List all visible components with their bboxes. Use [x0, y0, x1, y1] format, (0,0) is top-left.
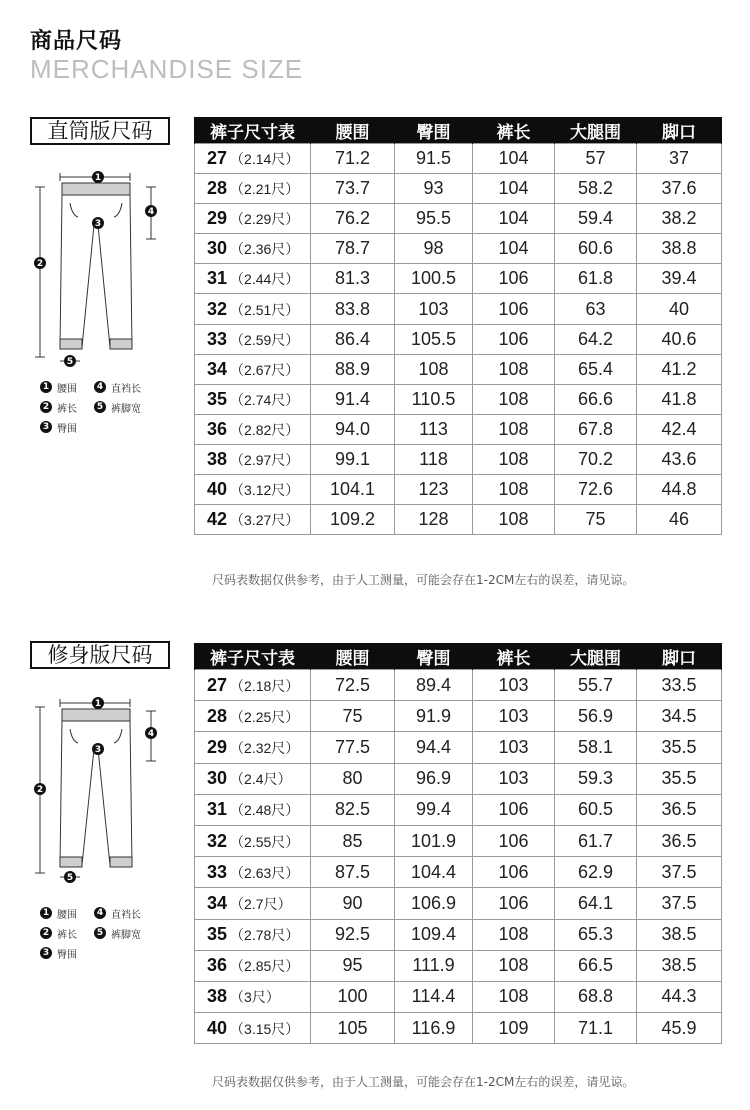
size-cell — [195, 701, 311, 732]
size-number: 29 — [207, 208, 228, 229]
size-number: 30 — [207, 768, 228, 789]
table-cell: 106 — [473, 294, 555, 324]
size-chi-measure: （2.4尺） — [230, 771, 292, 788]
table-cell: 96.9 — [395, 763, 473, 794]
table-cell: 105 — [311, 1013, 395, 1044]
table-cell: 91.5 — [395, 144, 473, 174]
size-chi-measure: （2.21尺） — [230, 181, 300, 198]
table-cell: 75 — [311, 701, 395, 732]
size-chi-measure: （2.82尺） — [230, 421, 300, 438]
size-chi-measure: （3.15尺） — [230, 1020, 300, 1037]
table-row — [195, 857, 722, 888]
table-cell: 57 — [555, 144, 637, 174]
fit-label: 修身版尺码 — [30, 641, 170, 669]
table-cell: 38.5 — [637, 950, 722, 981]
legend-marker-5-icon: 5 — [94, 927, 106, 939]
table-cell: 40.6 — [637, 324, 722, 354]
measurement-note: 尺码表数据仅供参考，由于人工测量，可能会存在1-2CM左右的误差，请见谅。 — [212, 1075, 635, 1089]
size-chi-measure: （2.63尺） — [230, 864, 300, 881]
size-chi-measure: （2.44尺） — [230, 271, 300, 288]
table-cell: 87.5 — [311, 857, 395, 888]
table-cell: 44.3 — [637, 981, 722, 1012]
table-cell: 123 — [395, 475, 473, 505]
legend-marker-5-icon: 5 — [94, 401, 106, 413]
table-cell: 36.5 — [637, 794, 722, 825]
table-cell: 60.6 — [555, 234, 637, 264]
size-chi-measure: （2.85尺） — [230, 958, 300, 975]
table-cell: 89.4 — [395, 670, 473, 701]
size-number: 28 — [207, 705, 228, 726]
svg-text:4: 4 — [147, 207, 155, 217]
table-row — [195, 144, 722, 174]
table-row — [195, 475, 722, 505]
legend-waist: 腰围 — [57, 383, 77, 395]
legend-marker-2-icon: 2 — [40, 927, 52, 939]
table-cell: 71.1 — [555, 1013, 637, 1044]
table-cell: 66.6 — [555, 384, 637, 414]
size-number: 31 — [207, 799, 228, 820]
table-row — [195, 888, 722, 919]
table-cell: 108 — [473, 444, 555, 474]
legend-marker-2-icon: 2 — [40, 401, 52, 413]
table-cell: 72.6 — [555, 475, 637, 505]
table-row — [195, 794, 722, 825]
table-cell: 71.2 — [311, 144, 395, 174]
table-cell: 37.6 — [637, 174, 722, 204]
table-cell: 88.9 — [311, 354, 395, 384]
size-cell — [195, 763, 311, 794]
column-header: 臀围 — [395, 117, 473, 144]
size-chi-measure: （3.12尺） — [230, 482, 300, 499]
size-number: 34 — [207, 358, 228, 379]
table-cell: 38.2 — [637, 204, 722, 234]
column-header: 脚口 — [637, 643, 722, 670]
table-cell: 106 — [473, 324, 555, 354]
table-cell: 104.4 — [395, 857, 473, 888]
table-cell: 86.4 — [311, 324, 395, 354]
legend-marker-4-icon: 4 — [94, 381, 106, 393]
table-cell: 72.5 — [311, 670, 395, 701]
size-chi-measure: （2.59尺） — [230, 331, 300, 348]
table-row — [195, 324, 722, 354]
size-chi-measure: （2.18尺） — [230, 677, 300, 694]
table-row — [195, 732, 722, 763]
size-number: 27 — [207, 148, 228, 169]
size-cell — [195, 825, 311, 856]
size-number: 34 — [207, 892, 228, 913]
column-header: 脚口 — [637, 117, 722, 144]
column-header: 臀围 — [395, 643, 473, 670]
svg-text:2: 2 — [36, 259, 44, 269]
table-cell: 104 — [473, 234, 555, 264]
size-cell — [195, 919, 311, 950]
svg-text:4: 4 — [147, 729, 155, 739]
table-cell: 80 — [311, 763, 395, 794]
measurement-note: 尺码表数据仅供参考，由于人工测量，可能会存在1-2CM左右的误差，请见谅。 — [212, 573, 635, 587]
table-row — [195, 1013, 722, 1044]
table-cell: 114.4 — [395, 981, 473, 1012]
size-chi-measure: （2.29尺） — [230, 211, 300, 228]
table-cell: 64.1 — [555, 888, 637, 919]
table-cell: 103 — [473, 701, 555, 732]
table-cell: 41.2 — [637, 354, 722, 384]
table-cell: 58.2 — [555, 174, 637, 204]
table-cell: 35.5 — [637, 732, 722, 763]
table-cell: 92.5 — [311, 919, 395, 950]
table-cell: 104 — [473, 144, 555, 174]
legend-marker-3-icon: 3 — [40, 947, 52, 959]
table-cell: 35.5 — [637, 763, 722, 794]
size-cell — [195, 888, 311, 919]
size-number: 27 — [207, 674, 228, 695]
table-cell: 103 — [473, 670, 555, 701]
size-number: 32 — [207, 298, 228, 319]
measurement-legend — [40, 903, 148, 963]
legend-length: 裤长 — [57, 403, 77, 415]
table-row — [195, 444, 722, 474]
table-cell: 104 — [473, 174, 555, 204]
straight-fit-section — [0, 117, 750, 607]
table-cell: 103 — [395, 294, 473, 324]
table-cell: 44.8 — [637, 475, 722, 505]
size-number: 32 — [207, 830, 228, 851]
table-cell: 108 — [395, 354, 473, 384]
table-cell: 108 — [473, 981, 555, 1012]
table-cell: 38.5 — [637, 919, 722, 950]
table-cell: 37.5 — [637, 888, 722, 919]
size-chi-measure: （2.67尺） — [230, 361, 300, 378]
table-cell: 34.5 — [637, 701, 722, 732]
table-cell: 99.4 — [395, 794, 473, 825]
size-number: 40 — [207, 1017, 228, 1038]
size-cell — [195, 444, 311, 474]
svg-text:5: 5 — [66, 873, 74, 883]
table-cell: 106 — [473, 794, 555, 825]
legend-marker-3-icon: 3 — [40, 421, 52, 433]
column-header: 裤长 — [473, 643, 555, 670]
table-cell: 106.9 — [395, 888, 473, 919]
size-number: 28 — [207, 178, 228, 199]
size-chi-measure: （2.36尺） — [230, 241, 300, 258]
table-row — [195, 670, 722, 701]
size-chi-measure: （2.7尺） — [230, 895, 292, 912]
legend-marker-4-icon: 4 — [94, 907, 106, 919]
table-cell: 36.5 — [637, 825, 722, 856]
size-number: 35 — [207, 388, 228, 409]
table-cell: 91.9 — [395, 701, 473, 732]
table-cell: 95.5 — [395, 204, 473, 234]
pants-diagram-icon — [26, 677, 166, 883]
table-row — [195, 950, 722, 981]
legend-rise: 直裆长 — [111, 383, 141, 395]
table-cell: 109.2 — [311, 505, 395, 535]
table-cell: 63 — [555, 294, 637, 324]
size-cell — [195, 264, 311, 294]
column-header: 裤长 — [473, 117, 555, 144]
size-number: 36 — [207, 418, 228, 439]
table-cell: 108 — [473, 950, 555, 981]
svg-text:5: 5 — [66, 357, 74, 367]
table-cell: 108 — [473, 475, 555, 505]
size-cell — [195, 950, 311, 981]
size-chi-measure: （2.97尺） — [230, 451, 300, 468]
table-cell: 58.1 — [555, 732, 637, 763]
legend-hem: 裤脚宽 — [111, 403, 141, 415]
table-cell: 37.5 — [637, 857, 722, 888]
table-row — [195, 264, 722, 294]
svg-text:1: 1 — [94, 173, 102, 183]
table-cell: 38.8 — [637, 234, 722, 264]
table-cell: 40 — [637, 294, 722, 324]
table-cell: 67.8 — [555, 414, 637, 444]
size-number: 36 — [207, 955, 228, 976]
table-cell: 64.2 — [555, 324, 637, 354]
table-cell: 59.3 — [555, 763, 637, 794]
size-number: 35 — [207, 924, 228, 945]
table-cell: 43.6 — [637, 444, 722, 474]
column-header: 裤子尺寸表 — [195, 117, 311, 144]
table-cell: 118 — [395, 444, 473, 474]
table-cell: 110.5 — [395, 384, 473, 414]
table-row — [195, 174, 722, 204]
table-header-row — [195, 643, 722, 670]
table-row — [195, 384, 722, 414]
svg-text:3: 3 — [94, 745, 102, 755]
table-cell: 103 — [473, 732, 555, 763]
table-cell: 91.4 — [311, 384, 395, 414]
legend-rise: 直裆长 — [111, 909, 141, 921]
table-cell: 75 — [555, 505, 637, 535]
table-cell: 113 — [395, 414, 473, 444]
size-table — [194, 643, 722, 1044]
table-cell: 111.9 — [395, 950, 473, 981]
table-cell: 128 — [395, 505, 473, 535]
size-chi-measure: （3.27尺） — [230, 512, 300, 529]
table-cell: 59.4 — [555, 204, 637, 234]
table-cell: 45.9 — [637, 1013, 722, 1044]
table-cell: 73.7 — [311, 174, 395, 204]
table-row — [195, 919, 722, 950]
size-chi-measure: （2.48尺） — [230, 802, 300, 819]
size-chi-measure: （2.74尺） — [230, 391, 300, 408]
size-table — [194, 117, 722, 535]
table-cell: 108 — [473, 384, 555, 414]
table-cell: 108 — [473, 354, 555, 384]
size-cell — [195, 670, 311, 701]
size-number: 38 — [207, 986, 228, 1007]
table-cell: 60.5 — [555, 794, 637, 825]
size-cell — [195, 144, 311, 174]
svg-text:3: 3 — [94, 219, 102, 229]
size-chi-measure: （2.32尺） — [230, 739, 300, 756]
size-chi-measure: （2.51尺） — [230, 301, 300, 318]
table-cell: 42.4 — [637, 414, 722, 444]
table-cell: 78.7 — [311, 234, 395, 264]
legend-waist: 腰围 — [57, 909, 77, 921]
column-header: 腰围 — [311, 643, 395, 670]
legend-marker-1-icon: 1 — [40, 381, 52, 393]
table-row — [195, 414, 722, 444]
column-header: 大腿围 — [555, 117, 637, 144]
legend-hip: 臀围 — [57, 423, 77, 435]
table-cell: 70.2 — [555, 444, 637, 474]
table-cell: 62.9 — [555, 857, 637, 888]
size-number: 33 — [207, 328, 228, 349]
size-cell — [195, 204, 311, 234]
table-cell: 106 — [473, 857, 555, 888]
legend-length: 裤长 — [57, 929, 77, 941]
table-header-row — [195, 117, 722, 144]
size-cell — [195, 1013, 311, 1044]
size-chi-measure: （3尺） — [230, 989, 280, 1006]
table-cell: 116.9 — [395, 1013, 473, 1044]
table-row — [195, 763, 722, 794]
size-cell — [195, 505, 311, 535]
table-cell: 56.9 — [555, 701, 637, 732]
table-cell: 94.0 — [311, 414, 395, 444]
table-cell: 61.7 — [555, 825, 637, 856]
table-cell: 109 — [473, 1013, 555, 1044]
size-cell — [195, 294, 311, 324]
size-cell — [195, 981, 311, 1012]
table-cell: 100 — [311, 981, 395, 1012]
table-cell: 65.4 — [555, 354, 637, 384]
table-row — [195, 701, 722, 732]
table-cell: 93 — [395, 174, 473, 204]
table-cell: 55.7 — [555, 670, 637, 701]
table-cell: 104.1 — [311, 475, 395, 505]
table-cell: 106 — [473, 264, 555, 294]
table-row — [195, 505, 722, 535]
size-number: 40 — [207, 479, 228, 500]
size-cell — [195, 384, 311, 414]
size-chi-measure: （2.78尺） — [230, 927, 300, 944]
table-cell: 101.9 — [395, 825, 473, 856]
size-cell — [195, 794, 311, 825]
table-cell: 106 — [473, 825, 555, 856]
size-chi-measure: （2.25尺） — [230, 708, 300, 725]
table-cell: 83.8 — [311, 294, 395, 324]
table-cell: 103 — [473, 763, 555, 794]
size-number: 38 — [207, 448, 228, 469]
svg-text:2: 2 — [36, 785, 44, 795]
table-cell: 108 — [473, 414, 555, 444]
size-number: 30 — [207, 238, 228, 259]
size-cell — [195, 857, 311, 888]
table-cell: 39.4 — [637, 264, 722, 294]
column-header: 裤子尺寸表 — [195, 643, 311, 670]
table-row — [195, 204, 722, 234]
table-cell: 90 — [311, 888, 395, 919]
table-row — [195, 294, 722, 324]
table-cell: 106 — [473, 888, 555, 919]
table-cell: 66.5 — [555, 950, 637, 981]
fit-label: 直筒版尺码 — [30, 117, 170, 145]
size-number: 42 — [207, 509, 228, 530]
table-cell: 104 — [473, 204, 555, 234]
size-cell — [195, 475, 311, 505]
table-cell: 61.8 — [555, 264, 637, 294]
table-cell: 76.2 — [311, 204, 395, 234]
table-row — [195, 354, 722, 384]
table-cell: 65.3 — [555, 919, 637, 950]
table-cell: 85 — [311, 825, 395, 856]
table-cell: 94.4 — [395, 732, 473, 763]
table-row — [195, 234, 722, 264]
table-cell: 105.5 — [395, 324, 473, 354]
pants-diagram-icon — [26, 167, 166, 367]
table-cell: 82.5 — [311, 794, 395, 825]
size-number: 33 — [207, 861, 228, 882]
table-cell: 81.3 — [311, 264, 395, 294]
table-cell: 37 — [637, 144, 722, 174]
table-cell: 68.8 — [555, 981, 637, 1012]
legend-marker-1-icon: 1 — [40, 907, 52, 919]
size-number: 31 — [207, 268, 228, 289]
table-cell: 98 — [395, 234, 473, 264]
column-header: 腰围 — [311, 117, 395, 144]
legend-hem: 裤脚宽 — [111, 929, 141, 941]
size-cell — [195, 324, 311, 354]
page-title: 商品尺码 — [30, 29, 123, 54]
size-cell — [195, 174, 311, 204]
table-cell: 33.5 — [637, 670, 722, 701]
table-cell: 108 — [473, 919, 555, 950]
table-cell: 109.4 — [395, 919, 473, 950]
size-number: 29 — [207, 736, 228, 757]
table-cell: 100.5 — [395, 264, 473, 294]
table-cell: 108 — [473, 505, 555, 535]
size-cell — [195, 414, 311, 444]
size-chi-measure: （2.14尺） — [230, 151, 300, 168]
svg-text:1: 1 — [94, 699, 102, 709]
table-row — [195, 825, 722, 856]
legend-hip: 臀围 — [57, 949, 77, 961]
size-cell — [195, 234, 311, 264]
table-row — [195, 981, 722, 1012]
table-cell: 41.8 — [637, 384, 722, 414]
column-header: 大腿围 — [555, 643, 637, 670]
size-chi-measure: （2.55尺） — [230, 833, 300, 850]
table-cell: 46 — [637, 505, 722, 535]
slim-fit-section — [0, 641, 750, 1101]
size-cell — [195, 354, 311, 384]
page-subtitle: MERCHANDISE SIZE — [30, 54, 304, 84]
measurement-legend — [40, 377, 148, 437]
size-cell — [195, 732, 311, 763]
table-cell: 95 — [311, 950, 395, 981]
table-cell: 77.5 — [311, 732, 395, 763]
table-cell: 99.1 — [311, 444, 395, 474]
